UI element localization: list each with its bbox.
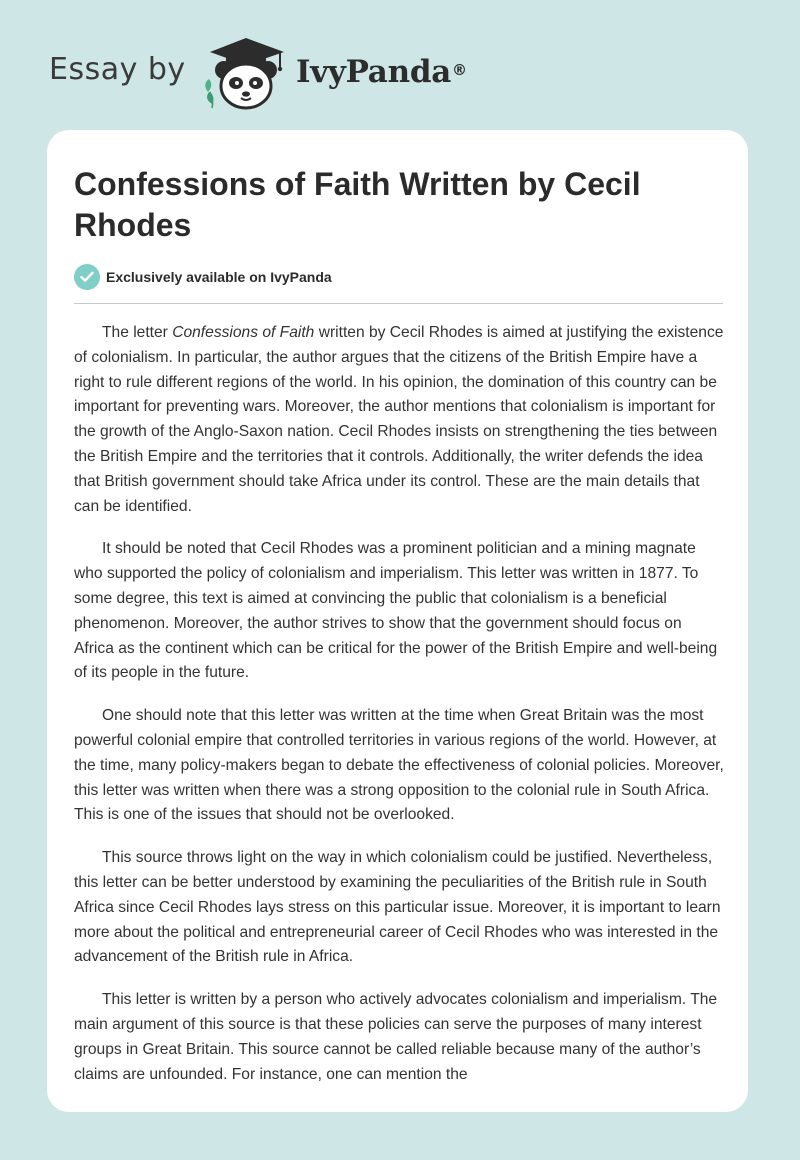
paragraph: It should be noted that Cecil Rhodes was a prominent politician and a mining magnate who supported the policy of colonialism and imperialism. This letter was written in 1877. To some degree, this text is aimed at convincing the public that colonialism is a beneficial phenomenon. Moreover, the author strives to show that the government should focus on Africa as the continent which can be critical for the power of the British Empire and well-being of its people in the future.	[74, 540, 718, 682]
paragraph: This source throws light on the way in which colonialism could be justified. Nevertheless, this letter can be better understood by examining the peculiarities of the British rule in South Africa since Cecil Rhodes lays stress on this particular issue. Moreover, it is important to learn more about the political and entrepreneurial career of Cecil Rhodes who was interested in the advancement of the British rule in Africa.	[74, 849, 721, 966]
exclusive-label: Exclusively available on IvyPanda	[106, 269, 332, 285]
brand-logo-text[interactable]	[296, 52, 467, 92]
paragraph: This letter is written by a person who actively advocates colonialism and imperialism. The main argument of this source is that these policies can serve the purposes of many interest groups in Great Britain. This source cannot be called reliable because many of the author’s claims are unfounded. For instance, one can mention the	[74, 991, 718, 1083]
article-title: Confessions of Faith Written by Cecil Rhodes	[74, 166, 641, 243]
work-title: Confessions of Faith	[172, 324, 315, 341]
check-circle-icon	[74, 264, 100, 290]
panda-graduate-icon[interactable]	[200, 34, 292, 112]
exclusive-badge	[74, 263, 332, 291]
essay-by-label: Essay by	[49, 52, 186, 87]
paragraph	[74, 321, 724, 519]
paragraph-lead: The letter	[102, 324, 173, 341]
article-body	[74, 321, 724, 1105]
brand-name: IvyPanda	[296, 54, 451, 90]
title-divider	[74, 303, 723, 304]
paragraph-rest: written by Cecil Rhodes is aimed at justifying the existence of colonialism. In particular, the author argues that the citizens of the British Empire have a right to rule different regions of the world. In his opinion, the domination of this country can be important for preventing wars. Moreover, the author mentions that colonialism is important for the growth of the Anglo-Saxon nation. Cecil Rhodes insists on strengthening the ties between the British Empire and the territories that it controls. Additionally, the writer defends the idea that British government should take Africa under its control. These are the main details that can be identified.	[74, 324, 724, 515]
site-header	[0, 0, 800, 130]
registered-mark: ®	[452, 61, 467, 79]
paragraph: One should note that this letter was written at the time when Great Britain was the most powerful colonial empire that controlled territories in various regions of the world. However, at the time, many policy-makers began to debate the effectiveness of colonial policies. Moreover, this letter was written when there was a strong opposition to the colonial rule in South Africa. This is one of the issues that should not be overlooked.	[74, 707, 724, 824]
article-card	[47, 130, 748, 1112]
